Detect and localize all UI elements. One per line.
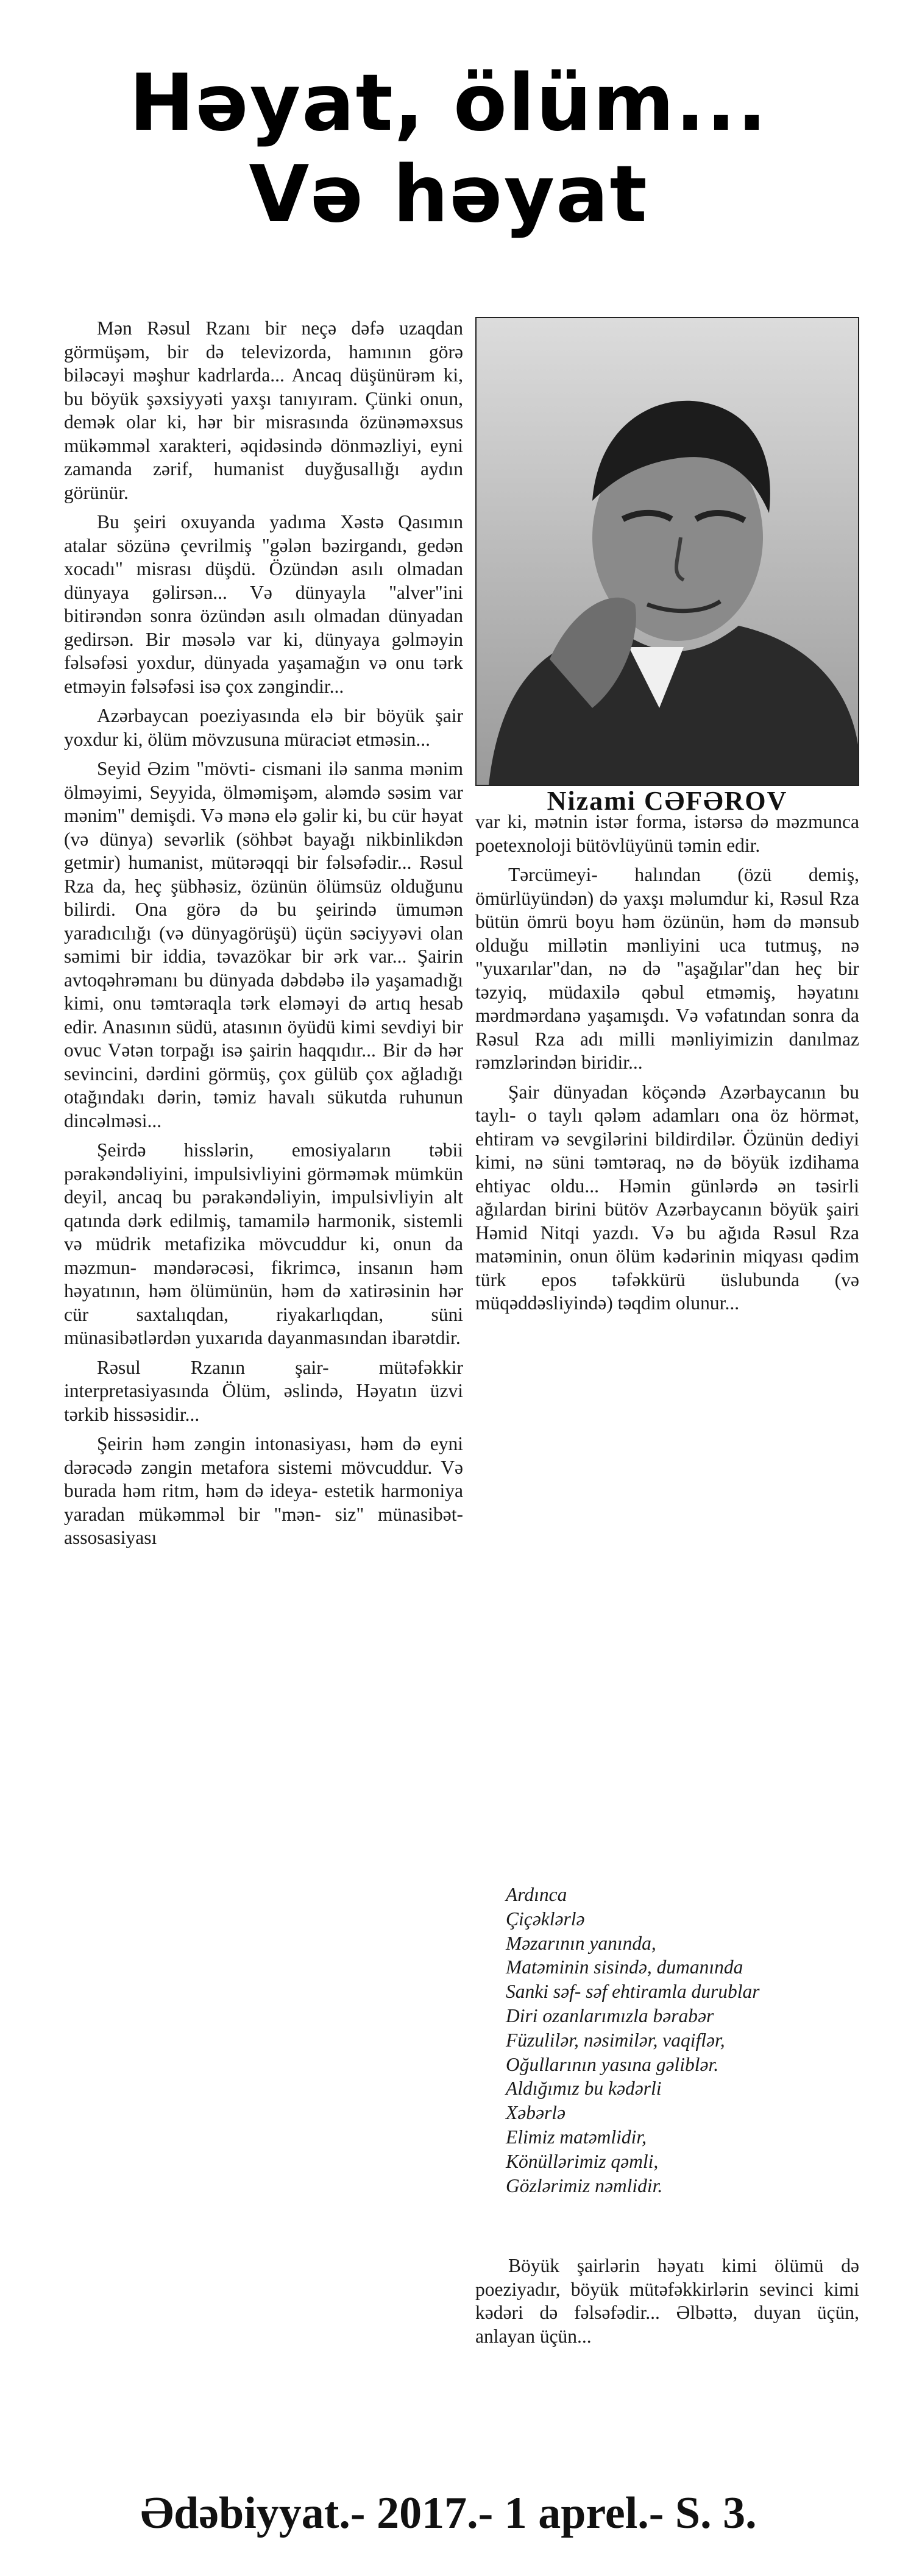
poem-line: Matəminin sisində, dumanında	[506, 1956, 743, 1978]
paragraph: Şeirin həm zəngin intonasiyası, həm də eyni dərəcədə zəngin metafora sistemi mövcuddur. Və burada həm ritm, həm də ideya- estetik harmoniya yaradan mükəmməl bir "mən- siz" münasibət- assosasiyası	[64, 1433, 463, 1548]
headline-line-1: Həyat, ölüm...	[129, 58, 768, 149]
paragraph: Seyid Əzim "mövti- cismani ilə sanma mənim ölməyimi, Seyyida, ölməmişəm, aləmdə səsim var mənim" demişdi. Və mənə elə gəlir ki, bu cür həyat (və dünya) sevərlik (söhbət bayağı nikbinlikdən getmir) humanist, mütərəqqi bir fəlsəfədir... Rəsul Rza da, heç şübhəsiz, özünün ölümsüz olduğunu bilirdi. Ona görə də bu şeirində ümumən yaradıcılığı (və dünyagörüşü) üçün səciyyəvi olan səmimi bir iddia, təvazökar bir ərk var... Şairin avtoqəhrəmanı bu dünyada dəbdəbə ilə yaşamadığı kimi, onu təmtəraqla tərk eləməyi də artıq hesab edir. Anasının südü, atasının öyüdü kimi sevdiyi bir ovuc Vətən torpağı isə şairin haqqıdır... Bir də hər sevincini, dərdini görmüş, çox gülüb çox ağladığı otağındakı dərin, təmiz havalı sükutda ruhunun dincəlməsi...	[64, 758, 463, 1131]
paragraph: Rəsul Rzanın şair- mütəfəkkir interpretasiyasında Ölüm, əslində, Həyatın üzvi tərkib hissəsidir...	[64, 1356, 463, 1425]
paragraph: Böyük şairlərin həyatı kimi ölümü də poeziyadır, böyük mütəfəkkirlərin sevinci kimi kədəri də fəlsəfədir... Əlbəttə, duyan üçün, anlayan üçün...	[475, 2255, 859, 2347]
poem-line: Aldığımız bu kədərli	[506, 2078, 662, 2100]
paragraph: Şair dünyadan köçəndə Azərbaycanın bu taylı- o taylı qələm adamları ona öz hörmət, ehtiram və sevgilərini bildirdilər. Özünün dediyi kimi, nə süni təmtəraq, nə də böyük izdihama ehtiyac oldu... Həmin günlərdə ən təsirli ağılardan birini bütöv Azərbaycanın böyük şairi Həmid Nitqi yazdı. Və bu ağıda Rəsul Rza matəminin, onun ölüm kədərinin miqyası qədim türk epos təfəkkürü üslubunda (və müqəddəsliyində) təqdim olunur...	[475, 1081, 859, 1314]
headline-line-2: Və həyat	[249, 149, 648, 240]
poem-line: Xəbərlə	[506, 2102, 566, 2124]
author-caption: Nizami CƏFƏROV	[547, 786, 788, 816]
poem-line: Çiçəklərlə	[506, 1908, 585, 1930]
author-photo	[475, 317, 859, 786]
paragraph: Mən Rəsul Rzanı bir neçə dəfə uzaqdan görmüşəm, bir də televizorda, hamının görə biləcəyi məşhur kadrlarda... Ancaq düşünürəm ki, bu böyük şəxsiyyəti yaxşı tanıyıram. Çünki onun, demək olar ki, hər bir misrasında özünəməxsus mükəmməl xarakteri, əqidəsində dönməzliyi, eyni zamanda zərif, humanist duyğusallığı aydın görünür.	[64, 317, 463, 503]
paragraph: Bu şeiri oxuyanda yadıma Xəstə Qasımın atalar sözünə çevrilmiş "gələn bəzirgandı, gedən xocadı" misrası düşdü. Özündən asılı olmadan dünyaya gəlirsən... Və dünyayla "alver"ini bitirəndən sonra özündən asılı olmadan dünyadan gedirsən. Bir məsələ var ki, dünyaya gəlməyin fəlsəfəsi yoxdur, dünyada yaşamağın və onu tərk etməyin fəlsəfəsi isə çox zəngindir...	[64, 511, 463, 697]
poem-line: Məzarının yanında,	[506, 1932, 656, 1954]
poem-line: Oğullarının yasına gəliblər.	[506, 2053, 719, 2075]
paragraph: Azərbaycan poeziyasında elə bir böyük şair yoxdur ki, ölüm mövzusuna müraciət etməsin...	[64, 705, 463, 750]
paragraph: Tərcümeyi- halından (özü demiş, ömürlüyündən) də yaxşı məlumdur ki, Rəsul Rza bütün ömrü boyu həm özünün, həm də mənsub olduğu millətin mənliyini uca tutmuş, nə "yuxarılar"dan, nə də "aşağılar"dan heç bir təzyiq, müdaxilə qəbul etməmiş, həyatını mərdmərdanə yaşamışdı. Və vəfatından sonra da Rəsul Rza adı milli mənliyimizin danılmaz rəmzlərindən biridir...	[475, 864, 859, 1073]
poem-line: Ardınca	[506, 1884, 567, 1905]
paragraph: Şeirdə hisslərin, emosiyaların təbii pərakəndəliyini, impulsivliyini görməmək mümkün deyil, ancaq bu pərakəndəliyin, impulsivliyin alt qatında dərk edilmiş, tamamilə harmonik, sistemli və müdrik metafizika mövcuddur ki, onun da məzmun- məndərəcəsi, fikrimcə, insanın həm həyatının, həm ölümünün, həm də xatirəsinin hər cür saxtalıqdan, riyakarlıqdan, süni münasibətlərdən yuxarıda dayanmasından ibarətdir.	[64, 1139, 463, 1348]
left-column	[64, 317, 463, 1556]
poem-line: Sanki səf- səf ehtiramla durublar	[506, 1981, 760, 2003]
closing-paragraph	[475, 2254, 859, 2354]
author-portrait-image	[477, 318, 858, 785]
headline	[0, 58, 897, 241]
source-citation: Ədəbiyyat.- 2017.- 1 aprel.- S. 3.	[140, 2488, 757, 2538]
poem-line: Elimiz matəmlidir,	[506, 2126, 647, 2148]
poem-line: Diri ozanlarımızla bərabər	[506, 2005, 714, 2026]
right-column	[475, 810, 859, 1322]
poem-line: Könüllərimiz qəmli,	[506, 2150, 659, 2172]
poem-quote	[506, 1883, 871, 2198]
poem-line: Gözlərimiz nəmlidir.	[506, 2174, 663, 2196]
paragraph: var ki, mətnin istər forma, istərsə də məzmunca poetexnoloji bütövlüyünü təmin edir.	[475, 811, 859, 856]
poem-line: Füzulilər, nəsimilər, vaqiflər,	[506, 2029, 725, 2051]
